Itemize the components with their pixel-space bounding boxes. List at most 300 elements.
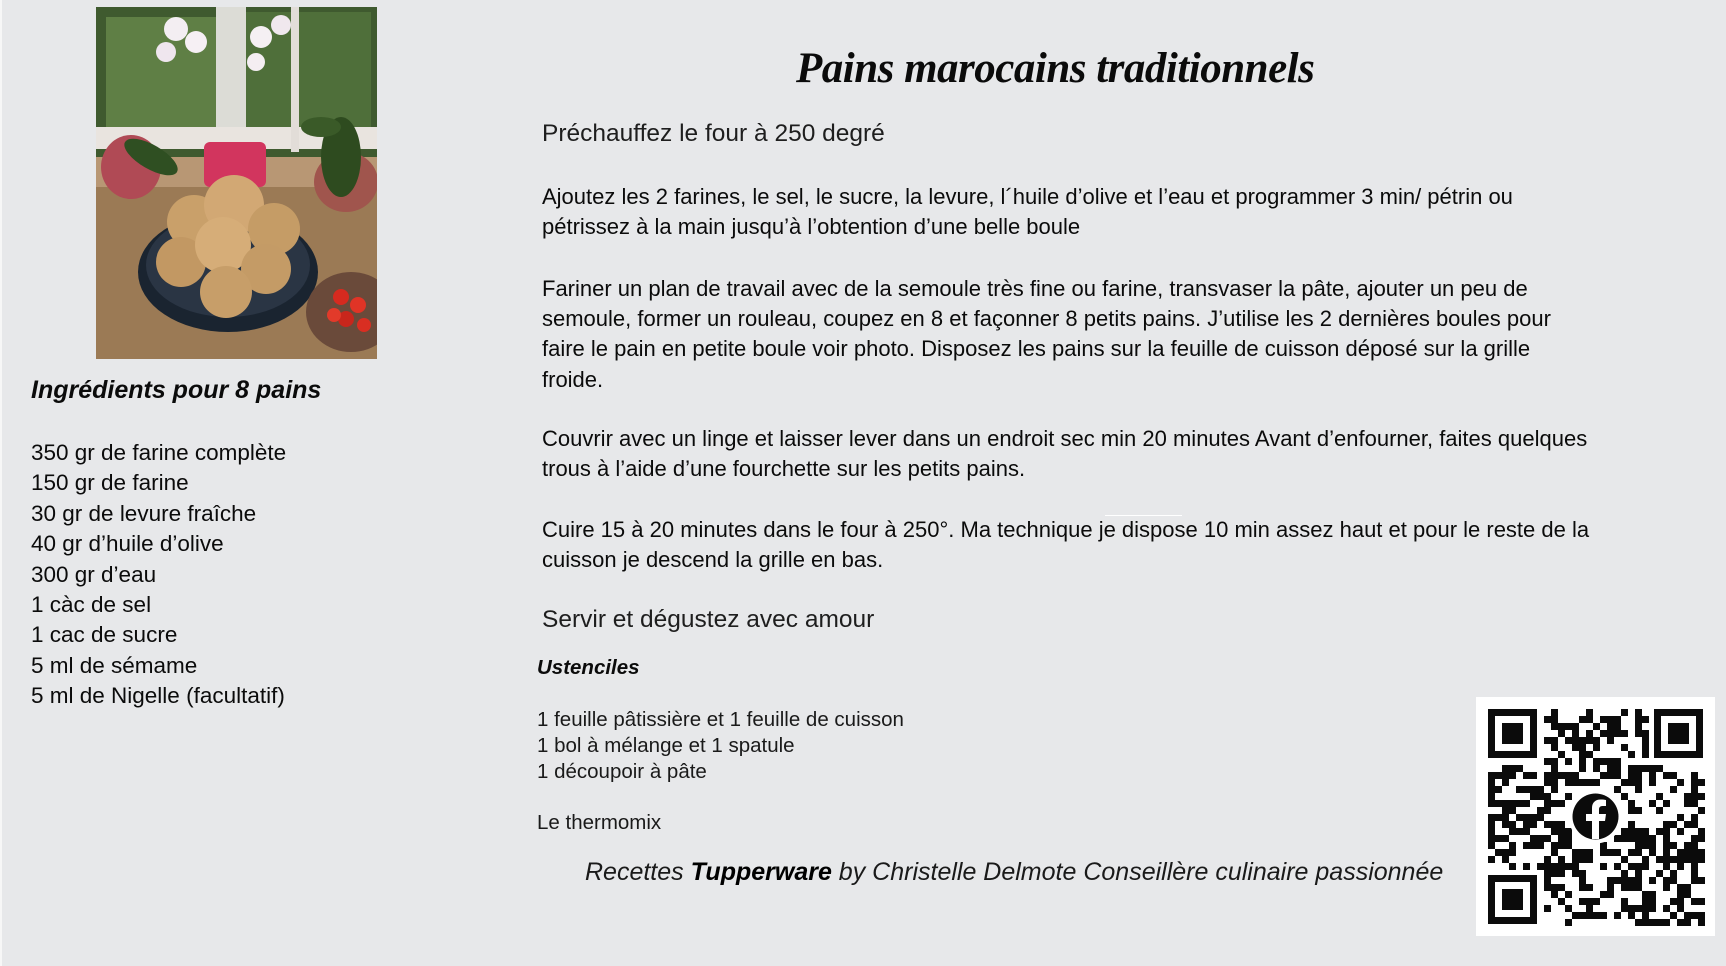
qr-module	[1495, 835, 1502, 842]
qr-module	[1635, 849, 1642, 856]
qr-module	[1684, 842, 1691, 849]
qr-module	[1614, 758, 1621, 765]
qr-module	[1628, 863, 1635, 870]
qr-module	[1551, 821, 1558, 828]
qr-module	[1607, 849, 1614, 856]
qr-finder-bottom-left	[1488, 875, 1537, 924]
qr-module	[1684, 891, 1691, 898]
qr-module	[1586, 898, 1593, 905]
qr-module	[1663, 828, 1670, 835]
qr-module	[1495, 772, 1502, 779]
qr-module	[1565, 772, 1572, 779]
qr-module	[1635, 765, 1642, 772]
ingredients-title: Ingrédients pour 8 pains	[31, 376, 322, 404]
qr-module	[1551, 709, 1558, 716]
ingredient-item: 1 càc de sel	[31, 592, 152, 618]
qr-module	[1656, 765, 1663, 772]
qr-module	[1579, 884, 1586, 891]
qr-module	[1663, 905, 1670, 912]
qr-module	[1649, 898, 1656, 905]
qr-module	[1691, 863, 1698, 870]
qr-module	[1551, 863, 1558, 870]
qr-module	[1607, 716, 1614, 723]
qr-module	[1537, 786, 1544, 793]
qr-module	[1649, 765, 1656, 772]
qr-module	[1642, 751, 1649, 758]
qr-module	[1621, 835, 1628, 842]
credit-suffix: by Christelle Delmote Conseillère culinaire passionnée	[831, 858, 1444, 886]
qr-module	[1502, 856, 1509, 863]
qr-module	[1684, 793, 1691, 800]
qr-module	[1684, 919, 1691, 926]
qr-module	[1593, 898, 1600, 905]
qr-module	[1698, 828, 1705, 835]
qr-module	[1586, 730, 1593, 737]
qr-module	[1649, 779, 1656, 786]
qr-module	[1607, 758, 1614, 765]
qr-module	[1621, 905, 1628, 912]
qr-module	[1600, 891, 1607, 898]
qr-module	[1558, 828, 1565, 835]
qr-module	[1677, 891, 1684, 898]
qr-module	[1628, 807, 1635, 814]
ingredient-item: 150 gr de farine	[31, 470, 189, 496]
qr-module	[1586, 716, 1593, 723]
qr-module	[1698, 898, 1705, 905]
qr-module	[1551, 849, 1558, 856]
qr-module	[1530, 821, 1537, 828]
qr-module	[1544, 800, 1551, 807]
qr-module	[1502, 779, 1509, 786]
qr-module	[1579, 849, 1586, 856]
ustensile-item: 1 feuille pâtissière et 1 feuille de cuisson	[537, 708, 904, 731]
step-preheat: Préchauffez le four à 250 degré	[542, 120, 885, 147]
qr-module	[1663, 884, 1670, 891]
qr-module	[1656, 919, 1663, 926]
qr-module	[1642, 828, 1649, 835]
qr-module	[1621, 884, 1628, 891]
qr-module	[1551, 842, 1558, 849]
step-mix: Ajoutez les 2 farines, le sel, le sucre, la levure, l´huile d’olive et l’eau et programmer 3 min/ pétrin ou pétrissez à la main jusqu’à l’obtention d’une belle boule	[542, 184, 1513, 240]
qr-module	[1698, 856, 1705, 863]
qr-module	[1565, 863, 1572, 870]
qr-module	[1621, 870, 1628, 877]
ingredient-item: 5 ml de sémame	[31, 652, 198, 678]
facebook-icon	[1569, 790, 1623, 844]
qr-module	[1593, 723, 1600, 730]
qr-module	[1628, 828, 1635, 835]
qr-module	[1649, 842, 1656, 849]
qr-module	[1572, 849, 1579, 856]
qr-module	[1621, 744, 1628, 751]
qr-module	[1663, 842, 1670, 849]
qr-module	[1516, 786, 1523, 793]
credit-line	[585, 858, 1443, 887]
qr-module	[1600, 842, 1607, 849]
qr-module	[1635, 709, 1642, 716]
qr-module	[1607, 737, 1614, 744]
qr-module	[1537, 863, 1544, 870]
step-serve: Servir et dégustez avec amour	[542, 606, 875, 633]
qr-module	[1544, 716, 1551, 723]
qr-module	[1579, 765, 1586, 772]
qr-module	[1544, 863, 1551, 870]
qr-module	[1642, 730, 1649, 737]
ingredient-item: 300 gr d’eau	[31, 561, 157, 587]
qr-module	[1509, 807, 1516, 814]
qr-module	[1530, 842, 1537, 849]
qr-module	[1586, 737, 1593, 744]
qr-module	[1537, 814, 1544, 821]
qr-module	[1551, 884, 1558, 891]
qr-module	[1628, 821, 1635, 828]
qr-module	[1593, 744, 1600, 751]
qr-module	[1572, 730, 1579, 737]
qr-module	[1558, 751, 1565, 758]
qr-module	[1642, 744, 1649, 751]
qr-finder-top-left	[1488, 709, 1537, 758]
qr-module	[1579, 716, 1586, 723]
qr-module	[1586, 779, 1593, 786]
qr-module	[1579, 751, 1586, 758]
qr-module	[1607, 884, 1614, 891]
qr-module	[1551, 772, 1558, 779]
qr-module	[1663, 835, 1670, 842]
qr-module	[1544, 884, 1551, 891]
ustensiles-list	[537, 707, 904, 785]
qr-module	[1649, 877, 1656, 884]
qr-module	[1642, 856, 1649, 863]
qr-module	[1614, 730, 1621, 737]
qr-module	[1523, 814, 1530, 821]
qr-module	[1670, 877, 1677, 884]
qr-module	[1544, 737, 1551, 744]
qr-module	[1558, 800, 1565, 807]
qr-module	[1565, 758, 1572, 765]
qr-module	[1649, 891, 1656, 898]
ingredient-item: 5 ml de Nigelle (facultatif)	[31, 683, 285, 709]
qr-module	[1509, 821, 1516, 828]
qr-module	[1593, 758, 1600, 765]
qr-module	[1565, 919, 1572, 926]
qr-module	[1572, 723, 1579, 730]
ingredient-item: 40 gr d’huile d’olive	[31, 531, 224, 557]
qr-module	[1670, 772, 1677, 779]
qr-module	[1495, 800, 1502, 807]
qr-module	[1558, 821, 1565, 828]
qr-module	[1628, 772, 1635, 779]
qr-module	[1642, 919, 1649, 926]
qr-module	[1691, 898, 1698, 905]
qr-module	[1558, 723, 1565, 730]
qr-module	[1614, 765, 1621, 772]
qr-module	[1509, 765, 1516, 772]
qr-module	[1523, 821, 1530, 828]
qr-module	[1628, 835, 1635, 842]
qr-module	[1593, 912, 1600, 919]
qr-module	[1551, 891, 1558, 898]
qr-module	[1558, 898, 1565, 905]
qr-module	[1523, 786, 1530, 793]
qr-module	[1544, 856, 1551, 863]
qr-module	[1614, 912, 1621, 919]
qr-module	[1642, 912, 1649, 919]
qr-module	[1516, 800, 1523, 807]
qr-module	[1698, 807, 1705, 814]
qr-module	[1551, 758, 1558, 765]
qr-module	[1635, 877, 1642, 884]
qr-module	[1516, 814, 1523, 821]
qr-module	[1642, 891, 1649, 898]
qr-module	[1544, 835, 1551, 842]
qr-module	[1565, 842, 1572, 849]
qr-module	[1614, 849, 1621, 856]
qr-module	[1509, 800, 1516, 807]
qr-module	[1656, 807, 1663, 814]
ingredient-item: 30 gr de levure fraîche	[31, 500, 257, 526]
qr-module	[1572, 744, 1579, 751]
qr-module	[1698, 877, 1705, 884]
qr-module	[1600, 772, 1607, 779]
qr-module	[1565, 737, 1572, 744]
qr-module	[1488, 821, 1495, 828]
qr-module	[1614, 877, 1621, 884]
qr-module	[1656, 870, 1663, 877]
qr-module	[1663, 800, 1670, 807]
qr-module	[1628, 912, 1635, 919]
qr-module	[1565, 905, 1572, 912]
qr-module	[1558, 772, 1565, 779]
qr-module	[1677, 814, 1684, 821]
left-border	[0, 0, 2, 966]
qr-module	[1600, 863, 1607, 870]
qr-module	[1684, 849, 1691, 856]
step-shape: Fariner un plan de travail avec de la semoule très fine ou farine, transvaser la pâte, ajouter un peu de semoule, former un rouleau, coupez en 8 et façonner 8 petits pains. J’utilise les 2 dernières boules pour faire le pain en petite boule voir photo. Disposez les pains sur la feuille de cuisson déposé sur la grille froide.	[542, 276, 1551, 392]
qr-module	[1663, 856, 1670, 863]
qr-module	[1537, 793, 1544, 800]
qr-module	[1635, 884, 1642, 891]
qr-module	[1663, 772, 1670, 779]
qr-module	[1488, 842, 1495, 849]
qr-module	[1593, 765, 1600, 772]
qr-module	[1502, 772, 1509, 779]
qr-module	[1607, 891, 1614, 898]
qr-module	[1565, 828, 1572, 835]
qr-module	[1530, 772, 1537, 779]
thermomix-note: Le thermomix	[537, 811, 662, 834]
qr-module	[1558, 842, 1565, 849]
qr-module	[1551, 786, 1558, 793]
qr-module	[1642, 863, 1649, 870]
qr-module	[1509, 849, 1516, 856]
qr-module	[1537, 807, 1544, 814]
qr-module	[1691, 800, 1698, 807]
qr-module	[1551, 870, 1558, 877]
qr-module	[1621, 828, 1628, 835]
qr-module	[1691, 779, 1698, 786]
qr-module	[1607, 723, 1614, 730]
qr-module	[1607, 772, 1614, 779]
qr-module	[1649, 772, 1656, 779]
qr-module	[1579, 898, 1586, 905]
qr-module	[1621, 730, 1628, 737]
qr-module	[1530, 835, 1537, 842]
qr-module	[1649, 849, 1656, 856]
qr-module	[1607, 877, 1614, 884]
qr-module	[1642, 716, 1649, 723]
qr-module	[1635, 919, 1642, 926]
qr-module	[1607, 765, 1614, 772]
qr-module	[1593, 737, 1600, 744]
qr-module	[1502, 800, 1509, 807]
qr-module	[1670, 842, 1677, 849]
qr-module	[1635, 786, 1642, 793]
qr-module	[1579, 912, 1586, 919]
qr-module	[1698, 912, 1705, 919]
qr-module	[1691, 821, 1698, 828]
qr-module	[1642, 765, 1649, 772]
qr-module	[1565, 793, 1572, 800]
qr-module	[1628, 905, 1635, 912]
ingredient-item: 1 cac de sucre	[31, 622, 178, 648]
qr-module	[1677, 863, 1684, 870]
qr-module	[1572, 737, 1579, 744]
qr-module	[1502, 814, 1509, 821]
qr-module	[1558, 863, 1565, 870]
qr-module	[1600, 758, 1607, 765]
qr-module	[1558, 884, 1565, 891]
qr-module	[1488, 786, 1495, 793]
qr-module	[1572, 863, 1579, 870]
qr-module	[1579, 870, 1586, 877]
qr-module	[1691, 814, 1698, 821]
qr-module	[1502, 765, 1509, 772]
qr-module	[1642, 842, 1649, 849]
qr-module	[1677, 898, 1684, 905]
qr-module	[1586, 912, 1593, 919]
qr-module	[1523, 772, 1530, 779]
qr-module	[1586, 856, 1593, 863]
qr-module	[1551, 765, 1558, 772]
qr-module	[1537, 835, 1544, 842]
step-rise: Couvrir avec un linge et laisser lever dans un endroit sec min 20 minutes Avant d’enfourner, faites quelques trous à l’aide d’une fourchette sur les petits pains.	[542, 426, 1588, 482]
bread-photo	[96, 7, 377, 359]
qr-module	[1572, 772, 1579, 779]
qr-module	[1663, 849, 1670, 856]
qr-module	[1614, 786, 1621, 793]
qr-module	[1551, 744, 1558, 751]
qr-module	[1551, 828, 1558, 835]
qr-module	[1677, 856, 1684, 863]
qr-module	[1586, 905, 1593, 912]
qr-module	[1663, 877, 1670, 884]
qr-module	[1502, 835, 1509, 842]
qr-module	[1558, 730, 1565, 737]
qr-module	[1691, 877, 1698, 884]
qr-module	[1586, 751, 1593, 758]
qr-code[interactable]	[1476, 697, 1715, 936]
qr-module	[1530, 786, 1537, 793]
qr-module	[1670, 856, 1677, 863]
qr-module	[1488, 800, 1495, 807]
qr-module	[1488, 828, 1495, 835]
qr-module	[1614, 863, 1621, 870]
qr-module	[1614, 835, 1621, 842]
qr-module	[1558, 835, 1565, 842]
qr-module	[1495, 786, 1502, 793]
qr-module	[1509, 842, 1516, 849]
qr-module	[1698, 835, 1705, 842]
qr-module	[1600, 849, 1607, 856]
qr-module	[1572, 870, 1579, 877]
qr-module	[1621, 877, 1628, 884]
qr-module	[1663, 919, 1670, 926]
qr-module	[1684, 884, 1691, 891]
qr-module	[1544, 870, 1551, 877]
qr-module	[1488, 856, 1495, 863]
qr-module	[1600, 716, 1607, 723]
qr-module	[1628, 884, 1635, 891]
ustensiles-title: Ustenciles	[537, 656, 640, 679]
qr-module	[1691, 793, 1698, 800]
qr-module	[1677, 828, 1684, 835]
qr-module	[1593, 779, 1600, 786]
qr-module	[1544, 877, 1551, 884]
qr-module	[1509, 828, 1516, 835]
qr-module	[1621, 898, 1628, 905]
qr-finder-top-right	[1654, 709, 1703, 758]
qr-module	[1565, 779, 1572, 786]
qr-module	[1572, 779, 1579, 786]
qr-module	[1544, 905, 1551, 912]
qr-module	[1691, 912, 1698, 919]
qr-module	[1544, 821, 1551, 828]
qr-module	[1579, 758, 1586, 765]
qr-module	[1509, 772, 1516, 779]
qr-module	[1635, 870, 1642, 877]
qr-module	[1691, 772, 1698, 779]
qr-module	[1691, 856, 1698, 863]
qr-module	[1495, 849, 1502, 856]
qr-module	[1635, 807, 1642, 814]
credit-prefix: Recettes	[585, 858, 691, 886]
qr-module	[1691, 842, 1698, 849]
qr-module	[1551, 800, 1558, 807]
qr-module	[1621, 793, 1628, 800]
qr-module	[1649, 800, 1656, 807]
qr-module	[1544, 807, 1551, 814]
recipe-title: Pains marocains traditionnels	[796, 45, 1315, 92]
qr-module	[1656, 793, 1663, 800]
qr-module	[1621, 856, 1628, 863]
qr-module	[1635, 723, 1642, 730]
qr-module	[1635, 828, 1642, 835]
qr-module	[1670, 898, 1677, 905]
qr-module	[1544, 793, 1551, 800]
qr-module	[1572, 912, 1579, 919]
qr-module	[1628, 765, 1635, 772]
qr-module	[1523, 828, 1530, 835]
qr-module	[1635, 716, 1642, 723]
qr-module	[1558, 856, 1565, 863]
qr-module	[1628, 800, 1635, 807]
qr-module	[1544, 758, 1551, 765]
qr-module	[1502, 807, 1509, 814]
qr-module	[1635, 842, 1642, 849]
qr-module	[1649, 835, 1656, 842]
qr-module	[1698, 849, 1705, 856]
qr-module	[1488, 779, 1495, 786]
